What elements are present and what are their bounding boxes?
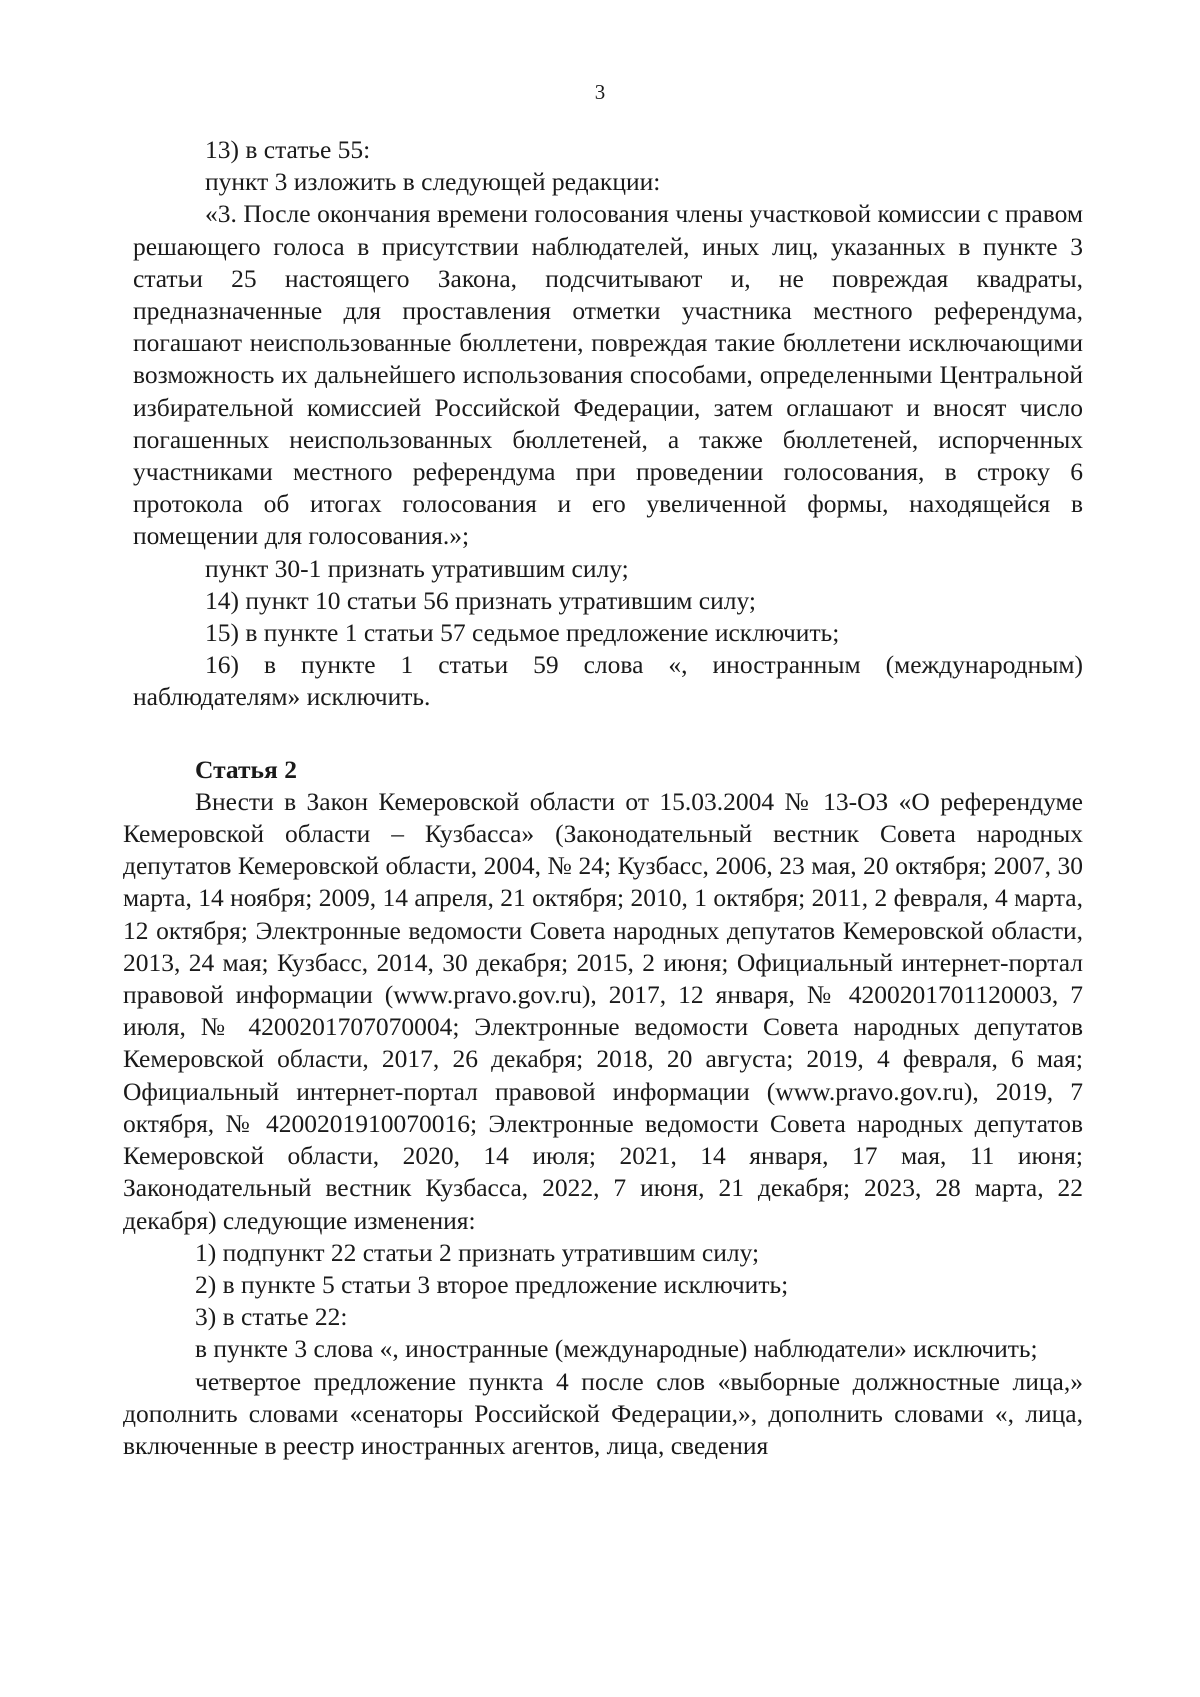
paragraph: пункт 3 изложить в следующей редакции:: [205, 167, 661, 197]
list-item: 13) в статье 55:: [205, 135, 371, 164]
article-heading: Статья 2: [195, 754, 297, 784]
paragraph: в пункте 3 слова «, иностранные (международные) наблюдатели» исключить;: [195, 1334, 1038, 1364]
list-item: 3) в статье 22:: [195, 1302, 348, 1332]
list-item: 1) подпункт 22 статьи 2 признать утратившим силу;: [195, 1237, 760, 1267]
list-item: 16) в пункте 1 статьи 59 слова «, иностранным (международным) наблюдателям» исключить.: [133, 650, 1083, 712]
article-2-section: [123, 754, 1083, 1462]
page-number: 3: [594, 80, 606, 104]
list-item: 14) пункт 10 статьи 56 признать утратившим силу;: [205, 585, 756, 615]
paragraph: четвертое предложение пункта 4 после слов «выборные должностные лица,» дополнить словами «сенаторы Российской Федерации,», дополнить словами «, лица, включенные в реестр иностранных агентов, лица, сведения: [123, 1366, 1083, 1460]
article-intro-paragraph: Внести в Закон Кемеровской области от 15.03.2004 № 13-ОЗ «О референдуме Кемеровской области – Кузбасса» (Законодательный вестник Совета народных депутатов Кемеровской области, 2004, № 24; Кузбасс, 2006, 23 мая, 20 октября; 2007, 30 марта, 14 ноября; 2009, 14 апреля, 21 октября; 2010, 1 октября; 2011, 2 февраля, 4 марта, 12 октября; Электронные ведомости Совета народных депутатов Кемеровской области, 2013, 24 мая; Кузбасс, 2014, 30 декабря; 2015, 2 июня; Официальный интернет-портал правовой информации (www.pravo.gov.ru), 2017, 12 января, № 4200201701120003, 7 июля, № 4200201707070004; Электронные ведомости Совета народных депутатов Кемеровской области, 2017, 26 декабря; 2018, 20 августа; 2019, 4 февраля, 6 мая; Официальный интернет-портал правовой информации (www.pravo.gov.ru), 2019, 7 октября, № 4200201910070016; Электронные ведомости Совета народных депутатов Кемеровской области, 2020, 14 июля; 2021, 14 января, 17 мая, 11 июня; Законодательный вестник Кузбасса, 2022, 7 июня, 21 декабря; 2023, 28 марта, 22 декабря) следующие изменения:: [123, 786, 1083, 1235]
list-item: 15) в пункте 1 статьи 57 седьмое предложение исключить;: [205, 618, 840, 648]
list-item: 2) в пункте 5 статьи 3 второе предложение исключить;: [195, 1269, 789, 1299]
paragraph: пункт 30-1 признать утратившим силу;: [205, 553, 629, 583]
document-body: [123, 134, 1083, 1462]
quoted-paragraph: «3. После окончания времени голосования члены участковой комиссии с правом решающего голоса в присутствии наблюдателей, иных лиц, указанных в пункте 3 статьи 25 настоящего Закона, подсчитывают и, не повреждая квадраты, предназначенные для проставления отметки участника местного референдума, погашают неиспользованные бюллетени, повреждая такие бюллетени исключающими возможность их дальнейшего использования способами, определенными Центральной избирательной комиссией Российской Федерации, затем оглашают и вносят число погашенных неиспользованных бюллетеней, а также бюллетеней, испорченных участниками местного референдума при проведении голосования, в строку 6 протокола об итогах голосования и его увеличенной формы, находящейся в помещении для голосования.»;: [133, 199, 1083, 551]
